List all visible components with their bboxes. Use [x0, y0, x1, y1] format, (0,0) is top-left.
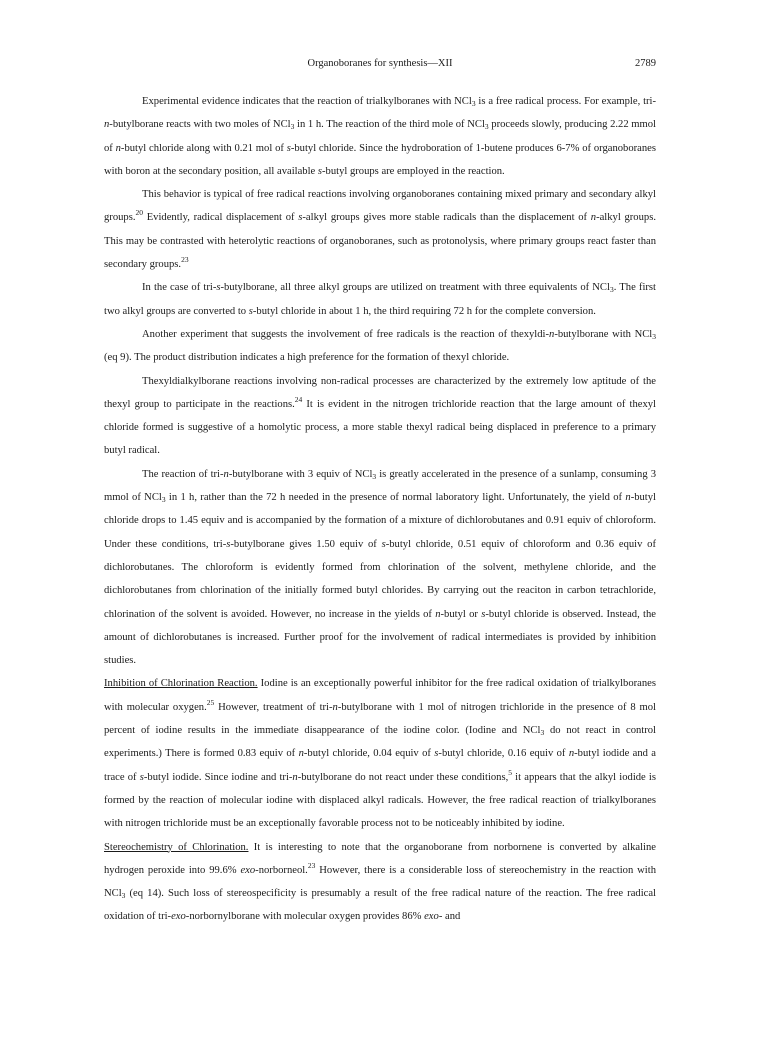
subscript: 3: [471, 99, 476, 108]
text-run: -alkyl groups gives more stable radicals than the displacement of: [302, 212, 591, 224]
paragraph: [104, 836, 656, 929]
text-run: -butylborane with NCl: [554, 328, 653, 340]
reference-superscript: 23: [307, 860, 316, 870]
text-run: -butyl chloride, 0.04 equiv of: [303, 748, 435, 760]
reference-superscript: 23: [181, 255, 189, 265]
italic-text: s: [226, 538, 231, 550]
text-run: -butyl groups are employed in the reaction.: [322, 165, 505, 177]
text-run: -butyl chloride. Since the hydroboration of 1-butene produces 6-7% of organoboranes with boron at the secondary position, all available: [104, 142, 656, 177]
text-run: -alkyl groups. This may be contrasted with heterolytic reactions of organoboranes, such as protonolysis, where primary groups react faster than secondary groups.: [104, 212, 656, 271]
subscript: 3: [609, 285, 614, 295]
italic-text: s: [434, 748, 439, 760]
paragraph: [104, 276, 656, 323]
text-run: it appears that the alkyl iodide is formed by the reaction of molecular iodine with displaced alkyl radicals. However, the free radical reaction of trialkylboranes with nitrogen trichloride must be an exceptionally favorable process not to be noticeably inhibited by iodine.: [104, 771, 656, 830]
subscript: 3: [652, 331, 656, 341]
text-run: proceeds slowly, producing 2.22 mmol of: [104, 119, 657, 154]
text-run: do not react in control experiments.) There is formed 0.83 equiv of: [104, 725, 656, 760]
text-run: (eq 9). The product distribution indicates a high preference for the formation of thexyl chloride.: [104, 352, 510, 364]
text-run: However, there is a considerable loss of stereochemistry in the reaction with NCl: [104, 864, 656, 900]
reference-superscript: 20: [135, 208, 143, 218]
text-run: In the case of tri-: [142, 282, 217, 294]
text-run: -butyl chloride is observed. Instead, the amount of dichlorobutanes is increased. Further proof for the involvement of radical intermediates is provided by inhibition studies.: [104, 608, 656, 667]
paragraph: [104, 323, 656, 370]
text-run: -norbornylborane with molecular oxygen provides 86%: [185, 911, 425, 923]
text-run: -butylborane gives 1.50 equiv of: [230, 538, 382, 550]
italic-text: n: [590, 212, 597, 224]
subscript: 3: [540, 728, 545, 738]
italic-text: n: [298, 748, 304, 760]
reference-superscript: 24: [294, 394, 303, 404]
page-number: 2789: [635, 58, 656, 69]
italic-text: s: [481, 608, 486, 620]
italic-text: exo: [171, 911, 186, 923]
italic-text: n: [549, 328, 555, 340]
text-run: in 1 h. The reaction of the third mole of NCl: [294, 119, 485, 131]
text-run: -butyl chloride, 0.16 equiv of: [438, 748, 569, 760]
paragraph: [104, 370, 656, 463]
italic-text: n: [115, 142, 121, 154]
subscript: 3: [161, 495, 166, 505]
italic-text: s: [317, 165, 323, 177]
text-run: Evidently, radical displacement of: [143, 212, 299, 224]
text-run: -butyl iodide and a trace of: [104, 748, 657, 783]
italic-text: n: [332, 701, 338, 713]
text-run: -butylborane with 1 mol of nitrogen trichloride in the presence of 8 mol percent of iodine results in the immediate disappearance of the iodine color. (Iodine and NCl: [104, 701, 656, 737]
section-heading: Inhibition of Chlorination Reaction.: [104, 678, 258, 690]
text-run: -butyl or: [440, 608, 482, 620]
section-heading: Stereochemistry of Chlorination.: [104, 841, 249, 853]
text-run: -butyl chloride in about 1 h, the third requiring 72 h for the complete conversion.: [252, 305, 596, 317]
text-run: However, treatment of tri-: [214, 701, 333, 713]
italic-text: s: [286, 142, 291, 154]
paragraph: [104, 672, 656, 835]
paragraph: [104, 463, 656, 673]
text-run: -butyl chloride along with 0.21 mol of: [120, 142, 287, 154]
text-run: -butylborane with 3 equiv of NCl: [228, 468, 373, 480]
subscript: 3: [372, 471, 377, 481]
italic-text: n: [435, 608, 441, 620]
italic-text: s: [298, 212, 303, 224]
paragraph: [104, 90, 656, 183]
text-run: It is interesting to note that the organoborane from norbornene is converted by alkaline hydrogen peroxide into 99.6%: [104, 841, 656, 876]
text-run: -butylborane reacts with two moles of NCl: [109, 119, 291, 131]
italic-text: exo: [424, 911, 439, 923]
text-run: It is evident in the nitrogen trichloride reaction that the large amount of thexyl chloride formed is suggestive of a homolytic process, a more stable thexyl radical being displaced in preference to a primary butyl radical.: [104, 398, 656, 457]
italic-text: s: [139, 771, 144, 783]
reference-superscript: 25: [206, 697, 215, 707]
italic-text: n: [625, 492, 631, 504]
text-run: -butylborane, all three alkyl groups are utilized on treatment with three equivalents of NCl: [220, 282, 610, 294]
running-title: Organoboranes for synthesis—XII: [307, 58, 453, 69]
text-run: in 1 h, rather than the 72 h needed in the presence of normal laboratory light. Unfortunately, the yield of: [165, 492, 626, 504]
italic-text: n: [292, 771, 298, 783]
reference-superscript: 5: [508, 767, 513, 777]
text-run: The reaction of tri-: [142, 468, 224, 480]
paragraph: [104, 183, 656, 276]
italic-text: s: [248, 305, 253, 317]
text-run: Iodine is an exceptionally powerful inhibitor for the free radical oxidation of trialkylboranes with molecular oxygen.: [104, 678, 656, 713]
text-run: -butyl chloride drops to 1.45 equiv and is accompanied by the formation of a mixture of dichlorobutanes and 0.91 equiv of chloroform. Under these conditions, tri-: [104, 492, 656, 550]
italic-text: n: [104, 119, 110, 131]
italic-text: n: [223, 468, 229, 480]
text-run: This behavior is typical of free radical reactions involving organoboranes containing mixed primary and secondary alkyl groups.: [104, 189, 656, 224]
text-run: Another experiment that suggests the involvement of free radicals is the reaction of thexyldi-: [142, 328, 550, 340]
text-run: -butylborane do not react under these conditions,: [297, 771, 509, 783]
page-header: [104, 58, 656, 74]
italic-text: n: [568, 748, 575, 760]
text-run: -norborneol.: [255, 864, 308, 876]
italic-text: s: [381, 538, 386, 550]
text-run: -butyl iodide. Since iodine and tri-: [143, 771, 293, 783]
subscript: 3: [121, 891, 126, 901]
text-run: (eq 14). Such loss of stereospecificity is presumably a result of the free radical nature of the reaction. The free radical oxidation of tri-: [104, 888, 656, 923]
italic-text: s: [216, 282, 221, 294]
text-run: is greatly accelerated in the presence of a sunlamp, consuming 3 mmol of NCl: [104, 468, 656, 504]
text-run: - and: [438, 911, 461, 923]
text-run: Experimental evidence indicates that the reaction of trialkylboranes with NCl: [142, 96, 472, 107]
italic-text: exo: [240, 864, 256, 876]
body-text: [104, 90, 656, 929]
text-run: Thexyldialkylborane reactions involving non-radical processes are characterized by the extremely low aptitude of the thexyl group to participate in the reactions.: [104, 375, 656, 410]
subscript: 3: [484, 122, 489, 132]
subscript: 3: [290, 122, 295, 132]
text-run: -butyl chloride, 0.51 equiv of chloroform and 0.36 equiv of dichlorobutanes. The chloroform is evidently formed from chlorination of the solvent, methylene chloride, and the dichlorobutanes from chlorination of the initially formed butyl chlorides. By carrying out the reaciton in carbon tetrachloride, chlorination of the solvent is avoided. However, no increase in the yields of: [104, 538, 656, 620]
text-run: . The first two alkyl groups are converted to: [104, 282, 656, 317]
text-run: is a free radical process. For example, tri-: [475, 96, 657, 107]
